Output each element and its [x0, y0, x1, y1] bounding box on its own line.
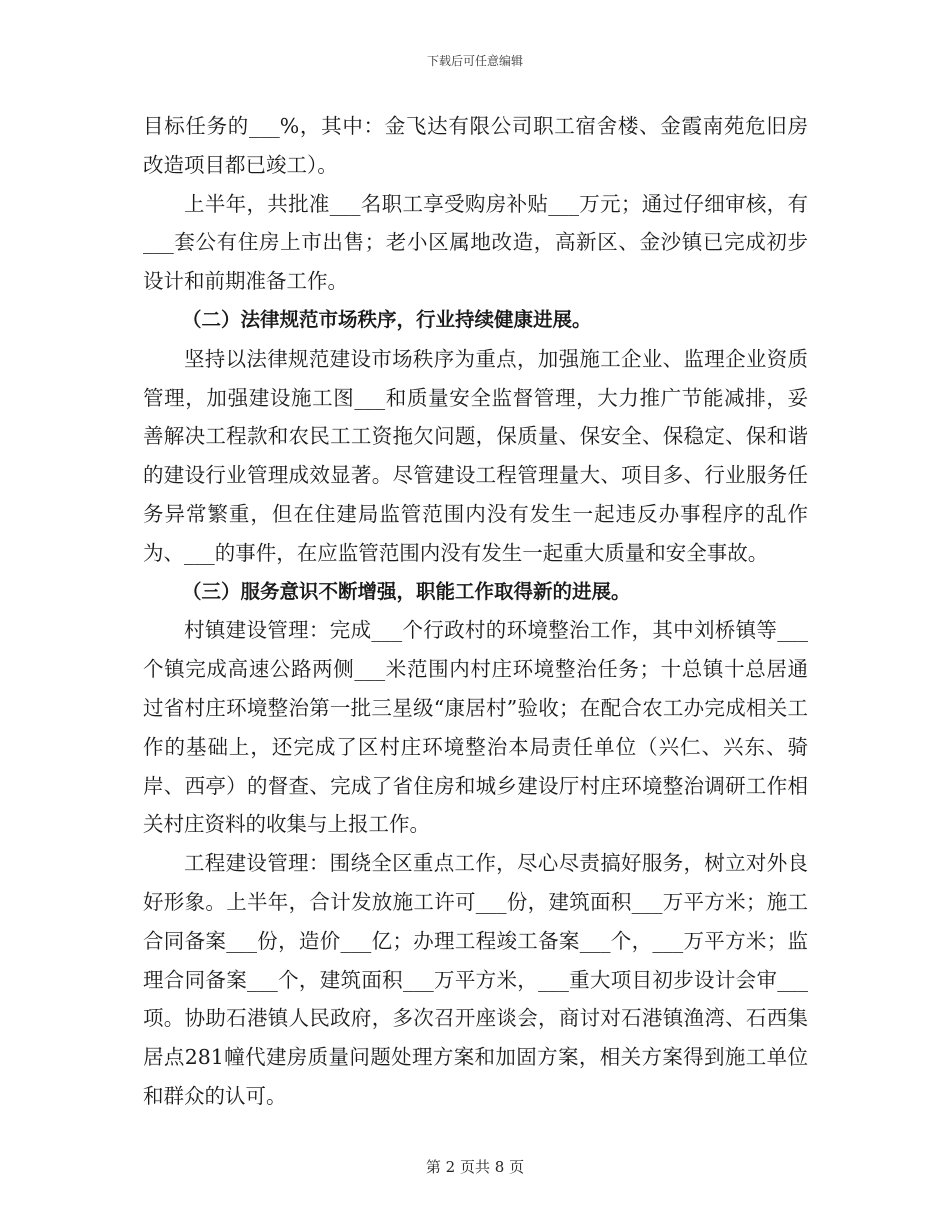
page-footer: 第 2 页共 8 页: [425, 1158, 525, 1176]
paragraph-market-order: 坚持以法律规范建设市场秩序为重点，加强施工企业、监理企业资质管理，加强建设施工图___和质量安全监督管理，大力推广节能减排，妥善解决工程款和农民工工资拖欠问题，保质量、保安全、保稳定、保和谐的建设行业管理成效显著。尽管建设工程管理量大、项目多、行业服务任务异常繁重，但在住建局监管范围内没有发生一起违反办事程序的乱作为、___的事件，在应监管范围内没有发生一起重大质量和安全事故。: [143, 346, 808, 565]
document-body: [143, 107, 808, 1116]
page-header: 下载后可任意编辑: [426, 54, 523, 68]
paragraph-engineering-management: 工程建设管理：围绕全区重点工作，尽心尽责搞好服务，树立对外良好形象。上半年，合计发放施工许可___份，建筑面积___万平方米；施工合同备案___份，造价___亿；办理工程竣工备案___个，___万平方米；监理合同备案___个，建筑面积___万平方米，___重大项目初步设计会审___项。协助石港镇人民政府，多次召开座谈会，商讨对石港镇渔湾、石西集居点281幢代建房质量问题处理方案和加固方案，相关方案得到施工单位和群众的认可。: [143, 851, 808, 1108]
section-heading-3: （三）服务意识不断增强，职能工作取得新的进展。: [182, 579, 631, 603]
paragraph-housing-subsidy: 上半年，共批准___名职工享受购房补贴___万元；通过仔细审核，有___套公有住房上市出售；老小区属地改造，高新区、金沙镇已完成初步设计和前期准备工作。: [143, 191, 808, 294]
section-heading-2: （二）法律规范市场秩序，行业持续健康进展。: [182, 307, 592, 331]
paragraph-target-task: 目标任务的___%，其中：金飞达有限公司职工宿舍楼、金霞南苑危旧房改造项目都已竣工）。: [143, 114, 808, 177]
paragraph-village-construction: 村镇建设管理：完成___个行政村的环境整治工作，其中刘桥镇等___个镇完成高速公路两侧___米范围内村庄环境整治任务；十总镇十总居通过省村庄环境整治第一批三星级“康居村”验收；在配合农工办完成相关工作的基础上，还完成了区村庄环境整治本局责任单位（兴仁、兴东、骑岸、西亭）的督查、完成了省住房和城乡建设厅村庄环境整治调研工作相关村庄资料的收集与上报工作。: [143, 618, 808, 837]
